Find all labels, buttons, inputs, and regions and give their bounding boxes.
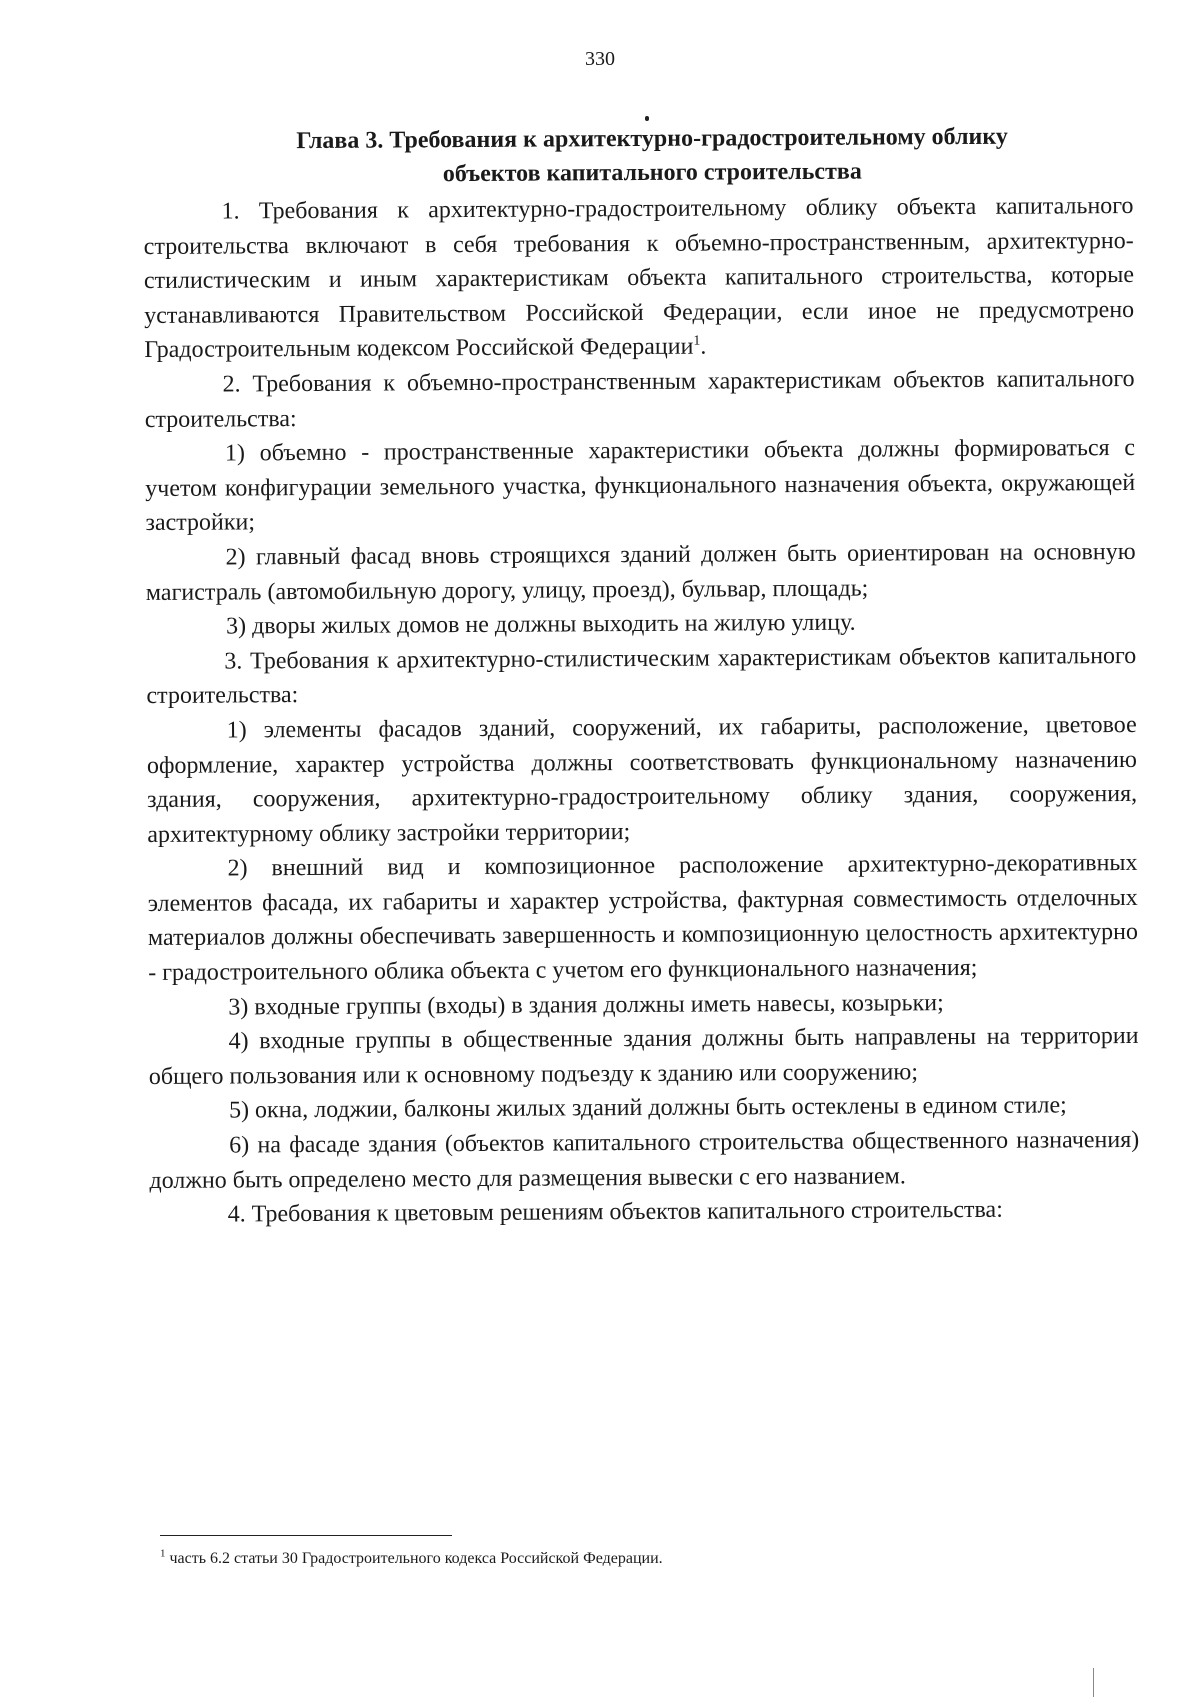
paragraph-3-item-2: 2) внешний вид и композиционное расположение архитектурно-декоративных элементов фасада, их габариты и характер устройства, фактурная совместимость отделочных материалов должны обеспечивать завершенность и композиционную целостность архитектурно - градостроительного облика объекта с учетом его функционального назначения;: [147, 850, 1139, 987]
page-body: [143, 119, 1140, 1233]
chapter-title: [171, 119, 1133, 193]
page-number: 330: [585, 48, 615, 70]
paragraph-1-text: 1. Требования к архитектурно-градостроительному облику объекта капитального строительства включают в себя требования к объемно-пространственным, архитектурно-стилистическим и иным характеристикам объекта капитального строительства, которые устанавливаются Правительством Российской Федерации, если иное не предусмотрено Градостроительным кодексом Российской Федерации: [143, 192, 1135, 364]
scan-speck: [645, 116, 649, 121]
chapter-title-line-2: объектов капитального строительства: [442, 158, 862, 188]
paragraph-1-end: .: [700, 333, 707, 360]
chapter-title-line-1: Глава 3. Требования к архитектурно-градостроительному облику: [296, 123, 1008, 155]
paragraph-3-item-1: 1) элементы фасадов зданий, сооружений, их габариты, расположение, цветовое оформление, характер устройства должны соответствовать функциональному назначению здания, сооружения, архитектурно-градостроительному облику здания, сооружения, архитектурному облику застройки территории;: [146, 711, 1138, 848]
footnote: [160, 1548, 663, 1570]
paragraph-2: 2. Требования к объемно-пространственным характеристикам объектов капитального строительства:: [144, 365, 1135, 433]
paragraph-2-item-3: 3) дворы жилых домов не должны выходить на жилую улицу.: [225, 609, 856, 640]
paragraph-1: [143, 189, 1134, 368]
footnote-divider: [160, 1535, 452, 1536]
paragraph-3-item-6: 6) на фасаде здания (объектов капитального строительства общественного назначения) должно быть определено место для размещения вывески с его названием.: [149, 1126, 1140, 1194]
footnote-marker: 1: [160, 1547, 166, 1560]
paragraph-4: 4. Требования к цветовым решениям объектов капитального строительства:: [227, 1196, 1003, 1228]
paragraph-3: 3. Требования к архитектурно-стилистическим характеристикам объектов капитального строительства:: [146, 642, 1137, 710]
paragraph-3-item-3: 3) входные группы (входы) в здания должны иметь навесы, козырьки;: [228, 989, 944, 1021]
paragraph-2-item-1: 1) объемно - пространственные характеристики объекта должны формироваться с учетом конфигурации земельного участка, функционального назначения объекта, окружающей застройки;: [145, 435, 1136, 537]
paragraph-3-item-5: 5) окна, лоджии, балконы жилых зданий должны быть остеклены в едином стиле;: [228, 1092, 1067, 1124]
footnote-reference[interactable]: 1: [693, 333, 701, 350]
paragraph-2-item-2: 2) главный фасад вновь строящихся зданий должен быть ориентирован на основную магистраль (автомобильную дорогу, улицу, проезд), бульвар, площадь;: [145, 538, 1136, 606]
footnote-text: часть 6.2 статьи 30 Градостроительного кодекса Российской Федерации.: [169, 1550, 663, 1567]
paragraph-3-item-4: 4) входные группы в общественные здания должны быть направлены на территории общего пользования или к основному подъезду к зданию или сооружению;: [148, 1023, 1139, 1090]
scan-edge-mark: [1093, 1668, 1094, 1697]
